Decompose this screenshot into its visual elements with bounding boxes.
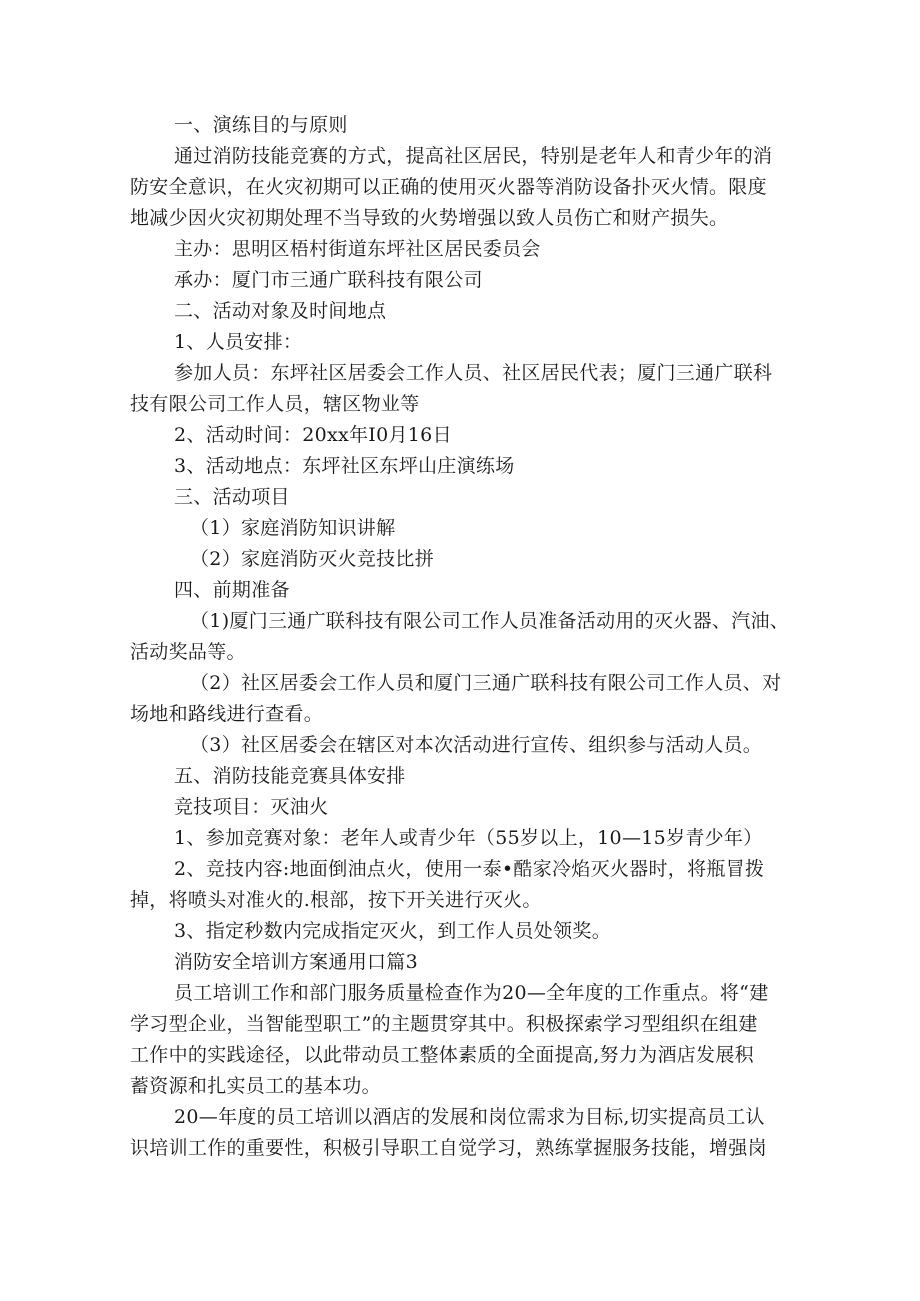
text-line: （1)厦门三通广联科技有限公司工作人员准备活动用的灭火器、汽油、 (190, 610, 790, 632)
text-line: 消防安全培训方案通用口篇3 (174, 951, 418, 973)
text-line: 20—年度的员工培训以酒店的发展和岗位需求为目标,切实提高员工认 (174, 1106, 765, 1128)
text-line: 防安全意识，在火灾初期可以正确的使用灭火器等消防设备扑灭火情。限度 (130, 176, 767, 198)
text-line: 主办：思明区梧村街道东坪社区居民委员会 (174, 238, 541, 260)
text-line: 2、竞技内容:地面倒油点火，使用一泰•酷家冷焰灭火器时，将瓶冒拨 (174, 858, 765, 880)
text-line: 识培训工作的重要性，积极引导职工自觉学习，熟练掌握服务技能，增强岗 (130, 1137, 767, 1159)
text-line: 工作中的实践途径，以此带动员工整体素质的全面提高,努力为酒店发展积 (130, 1044, 754, 1066)
text-line: 场地和路线进行查看。 (130, 703, 324, 725)
text-line: 蓄资源和扎实员工的基本功。 (130, 1075, 381, 1097)
text-line: 一、演练目的与原则 (174, 114, 348, 136)
text-line: 五、消防技能竞赛具体安排 (174, 765, 406, 787)
text-line: （2）家庭消防灭火竞技比拼 (190, 548, 434, 570)
text-line: 三、活动项目 (174, 486, 290, 508)
text-line: 1、参加竞赛对象：老年人或青少年（55岁以上，10—15岁青少年） (174, 827, 763, 849)
document-page (130, 110, 795, 1164)
text-line: 二、活动对象及时间地点 (174, 300, 387, 322)
text-line: 活动奖品等。 (130, 641, 246, 663)
text-line: 3、指定秒数内完成指定灭火，到工作人员处领奖。 (174, 920, 611, 942)
text-line: 2、活动时间：20xx年I0月16日 (174, 424, 452, 446)
text-line: （2）社区居委会工作人员和厦门三通广联科技有限公司工作人员、对 (190, 672, 782, 694)
text-line: 1、人员安排： (174, 331, 303, 353)
text-line: 员工培训工作和部门服务质量检查作为20—全年度的工作重点。将“建 (174, 982, 769, 1004)
text-line: 承办：厦门市三通广联科技有限公司 (174, 269, 483, 291)
text-line: 竞技项目：灭油火 (174, 796, 329, 818)
text-line: 技有限公司工作人员，辖区物业等 (130, 393, 420, 415)
text-line: 地减少因火灾初期处理不当导致的火势增强以致人员伤亡和财产损失。 (130, 207, 729, 229)
text-line: 掉，将喷头对准火的.根部，按下开关进行灭火。 (130, 889, 542, 911)
text-line: 学习型企业，当智能型职工”的主题贯穿其中。积极探索学习型组织在组建 (130, 1013, 758, 1035)
text-line: 四、前期准备 (174, 579, 290, 601)
text-line: 通过消防技能竞赛的方式，提高社区居民，特别是老年人和青少年的消 (174, 145, 773, 167)
text-line: 参加人员：东坪社区居委会工作人员、社区居民代表；厦门三通广联科 (174, 362, 773, 384)
text-line: （1）家庭消防知识讲解 (190, 517, 396, 539)
text-line: 3、活动地点：东坪社区东坪山庄演练场 (174, 455, 515, 477)
text-line: （3）社区居委会在辖区对本次活动进行宣传、组织参与活动人员。 (190, 734, 763, 756)
